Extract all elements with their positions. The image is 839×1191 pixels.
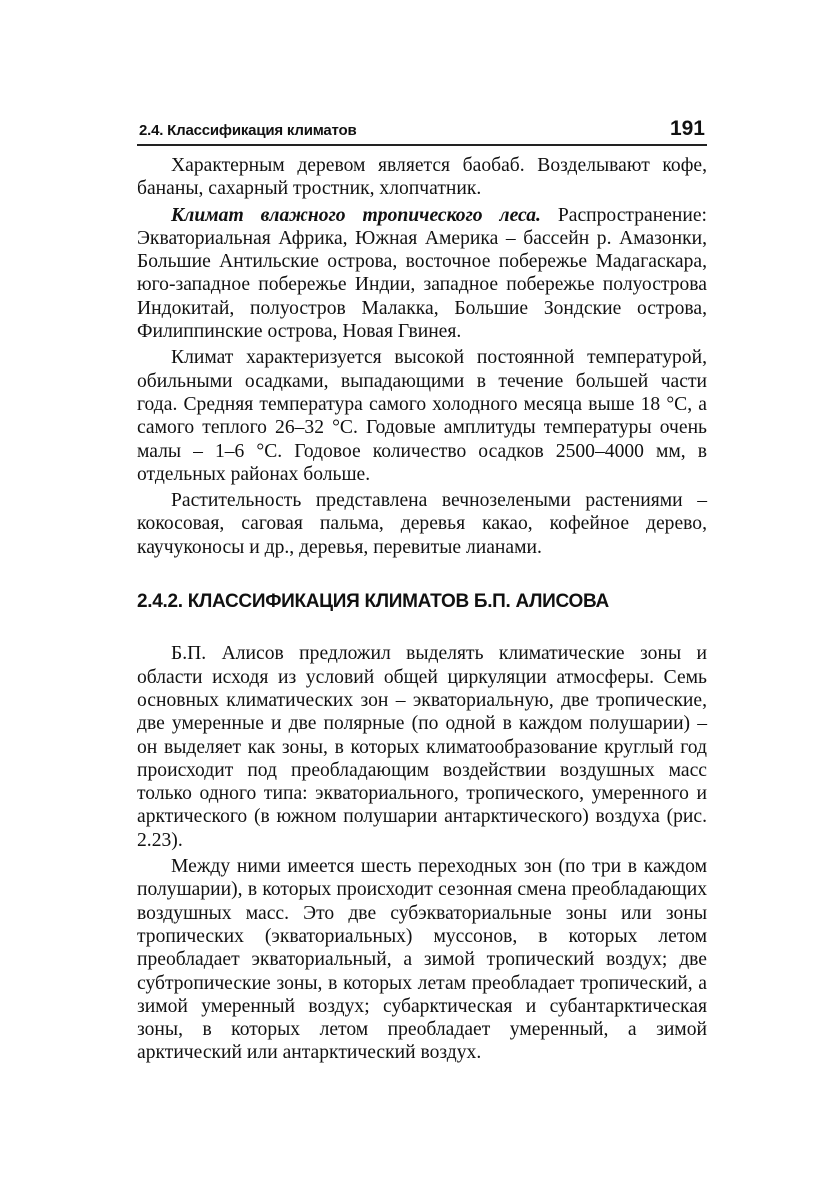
- body-text: [137, 154, 707, 1065]
- paragraph-vegetation: Растительность представлена вечнозелеными растениями – кокосовая, саговая пальма, деревья какао, кофейное дерево, каучуконосы и др., деревья, перевитые лианами.: [137, 490, 707, 558]
- paragraph-alisov-zones: Б.П. Алисов предложил выделять климатические зоны и области исходя из условий общей циркуляции атмосферы. Семь основных климатических зон – экваториальную, две тропические, две умеренные и две полярные (по одной в каждом полушарии) – он выделяет как зоны, в которых климатообразование круглый год происходит под преобладающим воздействии воздушных масс только одного типа: экваториального, тропического, умеренного и арктического (в южном полушарии антарктического) воздуха (рис. 2.23).: [137, 643, 707, 851]
- running-header: [137, 114, 707, 146]
- section-heading: 2.4.2. КЛАССИФИКАЦИЯ КЛИМАТОВ Б.П. АЛИСОВА: [137, 591, 609, 613]
- paragraph-text: Распространение: Экваториальная Африка, Южная Америка – бассейн р. Амазонки, Большие Антильские острова, восточное побережье Мадагаскара, юго-западное побережье Индии, западное побережье полуострова Индокитай, полуостров Малакка, Большие Зондские острова, Филиппинские острова, Новая Гвинея.: [137, 204, 707, 343]
- page-number: 191: [669, 117, 705, 140]
- running-title: 2.4. Классификация климатов: [139, 122, 357, 139]
- paragraph-transitional-zones: Между ними имеется шесть переходных зон (по три в каждом полушарии), в которых происходит сезонная смена преобладающих воздушных масс. Это две субэкваториальные зоны или зоны тропических (экваториальных) муссонов, в которых летом преобладает экваториальный, а зимой тропический воздух; две субтропические зоны, в которых летам преобладает тропический, а зимой умеренный воздух; субарктическая и субантарктическая зоны, в которых летом преобладает умеренный, а зимой арктический или антарктический воздух.: [137, 856, 707, 1064]
- run-in-heading: Климат влажного тропического леса.: [171, 204, 541, 226]
- paragraph-baobab: Характерным деревом является баобаб. Возделывают кофе, бананы, сахарный тростник, хлопчатник.: [137, 155, 707, 200]
- paragraph-rainforest-distribution: [137, 204, 707, 344]
- paragraph-climate-characteristics: Климат характеризуется высокой постоянной температурой, обильными осадками, выпадающими в течение большей части года. Средняя температура самого холодного месяца выше 18 °С, а самого теплого 26–32 °С. Годовые амплитуды температуры очень малы – 1–6 °С. Годовое количество осадков 2500–4000 мм, в отдельных районах больше.: [137, 347, 707, 485]
